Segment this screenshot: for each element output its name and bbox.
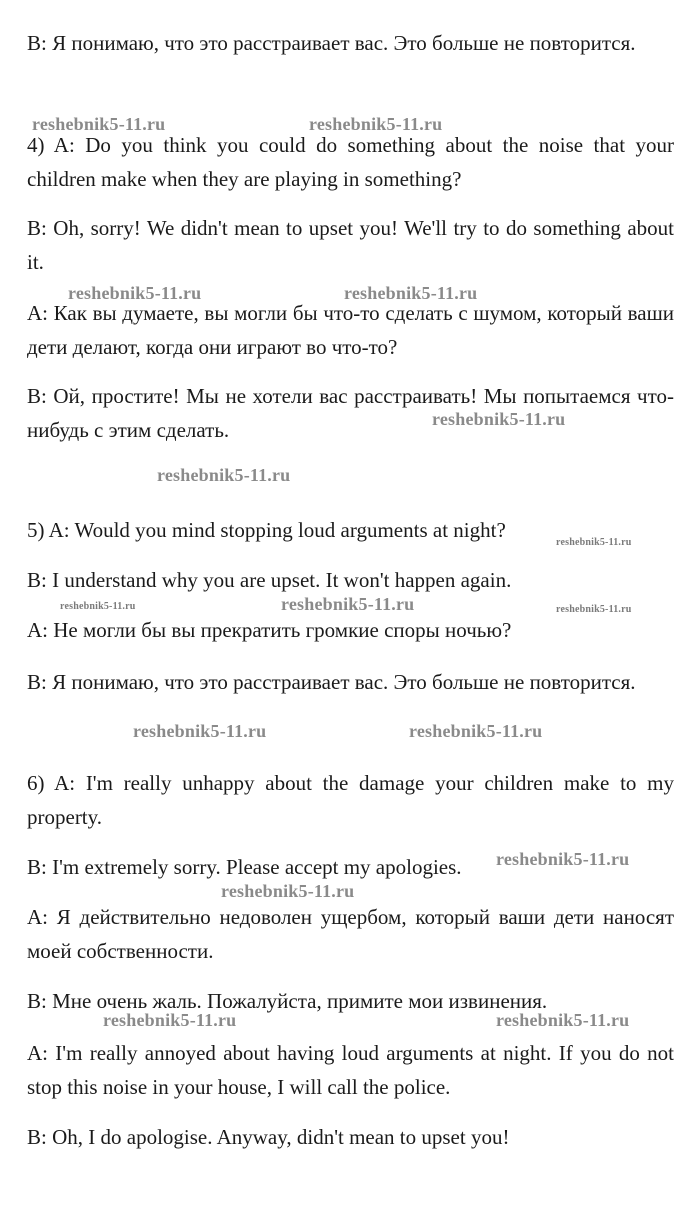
watermark: reshebnik5-11.ru: [221, 881, 355, 901]
watermark-small: reshebnik5-11.ru: [556, 604, 632, 615]
watermark: reshebnik5-11.ru: [409, 721, 543, 741]
paragraph-5: B: Ой, простите! Мы не хотели вас расстраивать! Мы попытаемся что-нибудь с этим сделать.: [27, 384, 674, 442]
watermark: reshebnik5-11.ru: [344, 283, 478, 303]
paragraph-1: B: Я понимаю, что это расстраивает вас. Это больше не повторится.: [27, 31, 636, 55]
paragraph-2: 4) A: Do you think you could do something about the noise that your children make when they are playing in something?: [27, 133, 674, 191]
paragraph-13: B: Мне очень жаль. Пожалуйста, примите мои извинения.: [27, 989, 548, 1013]
watermark: reshebnik5-11.ru: [32, 114, 166, 134]
paragraph-3: B: Oh, sorry! We didn't mean to upset you! We'll try to do something about it.: [27, 216, 674, 274]
paragraph-15: B: Oh, I do apologise. Anyway, didn't mean to upset you!: [27, 1125, 510, 1149]
paragraph-12: A: Я действительно недоволен ущербом, который ваши дети наносят моей собственности.: [27, 905, 674, 963]
paragraph-10: 6) A: I'm really unhappy about the damage your children make to my property.: [27, 771, 674, 829]
watermark: reshebnik5-11.ru: [281, 594, 415, 614]
watermark: reshebnik5-11.ru: [432, 409, 566, 429]
watermark: reshebnik5-11.ru: [103, 1010, 237, 1030]
paragraph-6: 5) A: Would you mind stopping loud arguments at night?: [27, 518, 506, 542]
watermark: reshebnik5-11.ru: [133, 721, 267, 741]
watermark: reshebnik5-11.ru: [496, 1010, 630, 1030]
watermark: reshebnik5-11.ru: [157, 465, 291, 485]
watermark: reshebnik5-11.ru: [309, 114, 443, 134]
paragraph-4: A: Как вы думаете, вы могли бы что-то сделать с шумом, который ваши дети делают, когда они играют во что-то?: [27, 301, 674, 359]
watermark-small: reshebnik5-11.ru: [556, 537, 632, 548]
watermark: reshebnik5-11.ru: [496, 849, 630, 869]
paragraph-14: A: I'm really annoyed about having loud arguments at night. If you do not stop this noise in your house, I will call the police.: [27, 1041, 674, 1099]
paragraph-8: A: Не могли бы вы прекратить громкие споры ночью?: [27, 618, 512, 642]
watermark: reshebnik5-11.ru: [68, 283, 202, 303]
paragraph-7: B: I understand why you are upset. It won't happen again.: [27, 568, 512, 592]
paragraph-9: B: Я понимаю, что это расстраивает вас. Это больше не повторится.: [27, 670, 636, 694]
paragraph-11: B: I'm extremely sorry. Please accept my apologies.: [27, 855, 462, 879]
watermark-small: reshebnik5-11.ru: [60, 601, 136, 612]
